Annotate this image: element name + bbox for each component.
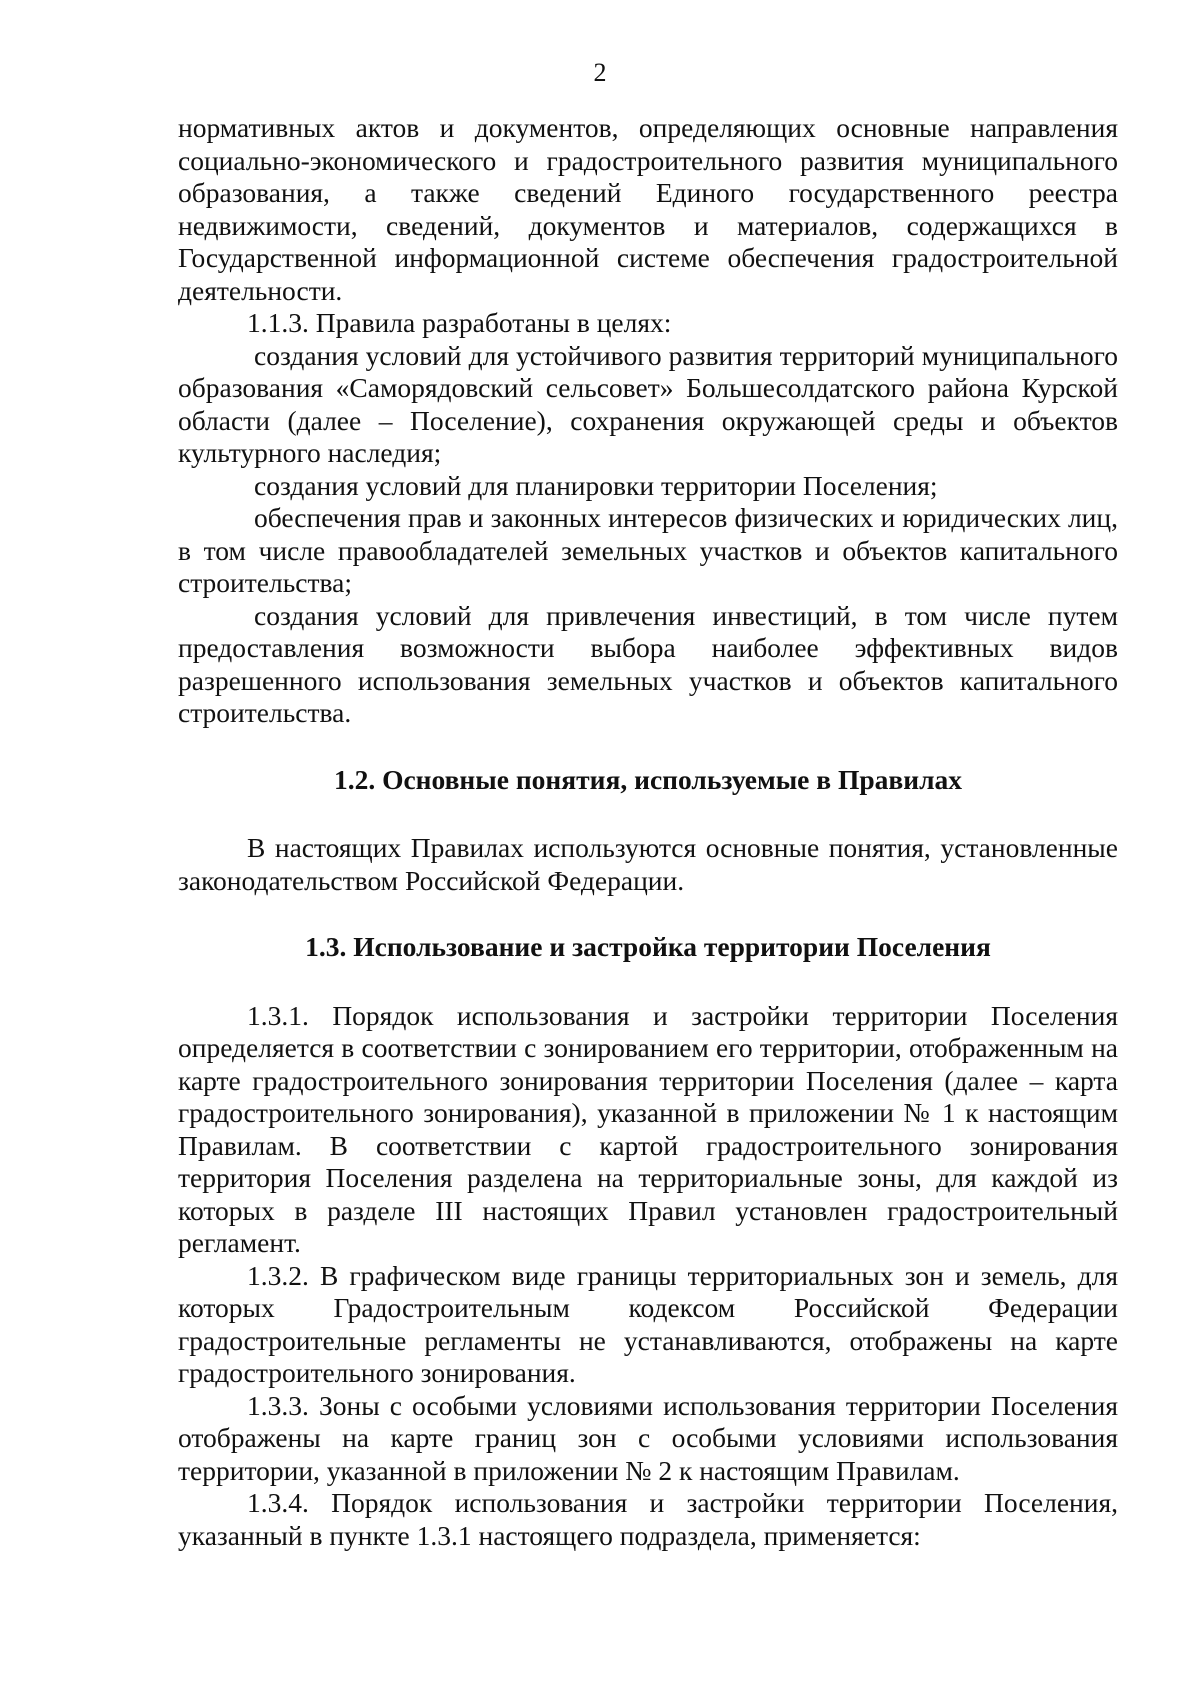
spacer bbox=[178, 964, 1118, 1000]
paragraph-1-1-3: 1.1.3. Правила разработаны в целях: bbox=[247, 307, 672, 338]
goal-item-3: обеспечения прав и законных интересов физических и юридических лиц, в том числе правообладателей земельных участков и объектов капитального строительства; bbox=[178, 502, 1118, 598]
spacer bbox=[178, 897, 1118, 931]
section-heading-1-2: 1.2. Основные понятия, используемые в Правилах bbox=[333, 763, 963, 795]
page-number: 2 bbox=[593, 58, 607, 87]
paragraph-1-3-3: 1.3.3. Зоны с особыми условиями использования территории Поселения отображены на карте границ зон с особыми условиями использования территории, указанной в приложении № 2 к настоящим Правилам. bbox=[178, 1389, 1118, 1486]
paragraph-1-3-2: 1.3.2. В графическом виде границы территориальных зон и земель, для которых Градостроительным кодексом Российской Федерации градостроительные регламенты не устанавливаются, отображены на карте градостроительного зонирования. bbox=[178, 1259, 1118, 1388]
paragraph-1-3-1: 1.3.1. Порядок использования и застройки территории Поселения определяется в соответствии с зонированием его территории, отображенным на карте градостроительного зонирования территории Поселения (далее – карта градостроительного зонирования), указанной в приложении № 1 к настоящим Правилам. В соответствии с картой градостроительного зонирования территория Поселения разделена на территориальные зоны, для каждой из которых в разделе III настоящих Правил установлен градостроительный регламент. bbox=[178, 999, 1118, 1258]
paragraph-continuation: нормативных актов и документов, определяющих основные направления социально-экономического и градостроительного развития муниципального образования, а также сведений Единого государственного реестра недвижимости, сведений, документов и материалов, содержащихся в Государственной информационной системе обеспечения градостроительной деятельности. bbox=[178, 112, 1118, 306]
spacer bbox=[178, 796, 1118, 832]
paragraph-1-3-4: 1.3.4. Порядок использования и застройки территории Поселения, указанный в пункте 1.3.1 настоящего подраздела, применяется: bbox=[178, 1487, 1118, 1551]
document-body bbox=[178, 112, 1118, 1552]
goal-item-2: создания условий для планировки территории Поселения; bbox=[254, 469, 938, 501]
spacer bbox=[178, 730, 1118, 764]
paragraph-1-2: В настоящих Правилах используются основные понятия, установленные законодательством Российской Федерации. bbox=[178, 832, 1118, 896]
section-heading-1-3: 1.3. Использование и застройка территории Поселения bbox=[305, 931, 991, 962]
goal-item-1: создания условий для устойчивого развития территорий муниципального образования «Саморядовский сельсовет» Большесолдатского района Курской области (далее – Поселение), сохранения окружающей среды и объектов культурного наследия; bbox=[178, 339, 1118, 468]
goal-item-4: создания условий для привлечения инвестиций, в том числе путем предоставления возможности выбора наиболее эффективных видов разрешенного использования земельных участков и объектов капитального строительства. bbox=[178, 599, 1118, 728]
